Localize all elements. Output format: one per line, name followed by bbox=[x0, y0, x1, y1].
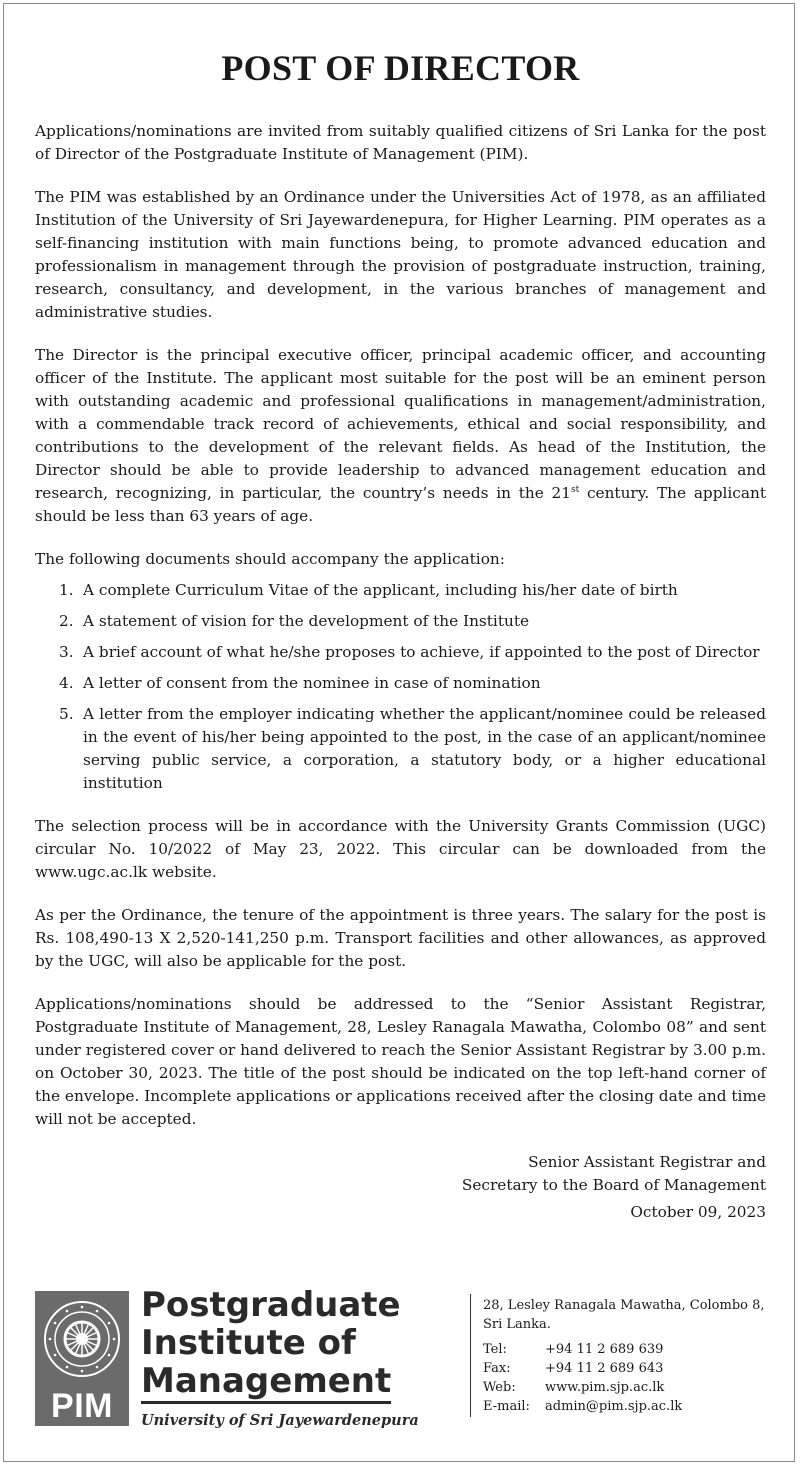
logo-abbreviation: PIM bbox=[51, 1387, 113, 1425]
list-item-number: 5. bbox=[59, 705, 74, 723]
advertisement-body bbox=[35, 120, 766, 1131]
contact-tel bbox=[483, 1340, 765, 1359]
list-item-text: A letter from the employer indicating whether the applicant/nominee could be released in the event of his/her being appointed to the post, in the case of an applicant/nominee serving public service, a corporation, a statutory body, or a higher educational institution bbox=[83, 705, 766, 792]
contact-value: +94 11 2 689 639 bbox=[545, 1342, 664, 1357]
institute-name bbox=[141, 1286, 441, 1404]
contact-fax bbox=[483, 1359, 765, 1378]
footer-divider bbox=[470, 1294, 471, 1417]
list-item bbox=[35, 641, 766, 664]
contact-value: +94 11 2 689 643 bbox=[545, 1361, 664, 1376]
list-item-number: 2. bbox=[59, 612, 74, 630]
contact-email bbox=[483, 1397, 765, 1416]
contact-value: admin@pim.sjp.ac.lk bbox=[545, 1399, 683, 1414]
address-line: Sri Lanka. bbox=[483, 1317, 551, 1332]
list-item bbox=[35, 579, 766, 602]
documents-list bbox=[35, 579, 766, 795]
list-item bbox=[35, 610, 766, 633]
university-seal-icon bbox=[42, 1299, 122, 1379]
director-role-paragraph bbox=[35, 344, 766, 528]
documents-intro: The following documents should accompany the application: bbox=[35, 550, 505, 568]
address-line: 28, Lesley Ranagala Mawatha, Colombo 8, bbox=[483, 1298, 765, 1313]
notice-date: October 09, 2023 bbox=[630, 1203, 766, 1221]
list-item-number: 1. bbox=[59, 581, 74, 599]
university-name: University of Sri Jayewardenepura bbox=[141, 1412, 419, 1429]
selection-process-paragraph: The selection process will be in accordance with the University Grants Commission (UGC) circular No. 10/2022 of May 23, 2022. This circular can be downloaded from the www.ugc.ac.lk website. bbox=[35, 817, 766, 881]
list-item bbox=[35, 672, 766, 695]
tenure-salary-paragraph: As per the Ordinance, the tenure of the appointment is three years. The salary for the post is Rs. 108,490-13 X 2,520-141,250 p.m. Transport facilities and other allowances, as approved by the UGC, will also be applicable for the post. bbox=[35, 906, 766, 970]
contact-label: E-mail: bbox=[483, 1399, 530, 1414]
intro-paragraph: Applications/nominations are invited from suitably qualified citizens of Sri Lanka for the post of Director of the Postgraduate Institute of Management (PIM). bbox=[35, 122, 766, 163]
submission-paragraph: Applications/nominations should be addressed to the “Senior Assistant Registrar, Postgraduate Institute of Management, 28, Lesley Ranagala Mawatha, Colombo 08” and sent under registered cover or hand delivered to reach the Senior Assistant Registrar by 3.00 p.m. on October 30, 2023. The title of the post should be indicated on the top left-hand corner of the envelope. Incomplete applications or applications received after the closing date and time will not be accepted. bbox=[35, 995, 766, 1128]
institute-name-line: Postgraduate bbox=[141, 1285, 401, 1325]
signatory-role: Secretary to the Board of Management bbox=[461, 1176, 766, 1194]
contact-value: www.pim.sjp.ac.lk bbox=[545, 1380, 665, 1395]
list-item-text: A complete Curriculum Vitae of the applicant, including his/her date of birth bbox=[83, 581, 678, 599]
institute-name-line: Institute of bbox=[141, 1323, 356, 1363]
director-role-text: The Director is the principal executive officer, principal academic officer, and accounting officer of the Institute. The applicant most suitable for the post will be an eminent person with outstanding academic and professional qualifications in management/administration, with a commendable track record of achievements, ethical and social responsibility, and contributions to the development of the relevant fields. As head of the Institution, the Director should be able to provide leadership to advanced management education and research, recognizing, in particular, the country’s needs in the 21 bbox=[35, 346, 766, 502]
signature-block bbox=[35, 1151, 766, 1224]
list-item-number: 3. bbox=[59, 643, 74, 661]
address bbox=[483, 1296, 765, 1334]
list-item-text: A letter of consent from the nominee in case of nomination bbox=[83, 674, 541, 692]
advertisement bbox=[35, 44, 766, 1224]
contact-web bbox=[483, 1378, 765, 1397]
logo bbox=[35, 1291, 129, 1426]
page-title: POST OF DIRECTOR bbox=[221, 48, 580, 88]
contact-label: Fax: bbox=[483, 1361, 511, 1376]
list-item-number: 4. bbox=[59, 674, 74, 692]
about-pim-paragraph: The PIM was established by an Ordinance under the Universities Act of 1978, as an affiliated Institution of the University of Sri Jayewardenepura, for Higher Learning. PIM operates as a self-financing institution with main functions being, to promote advanced education and professionalism in management through the provision of postgraduate instruction, training, research, consultancy, and development, in the various branches of management and administrative studies. bbox=[35, 188, 766, 321]
director-role-text-end: century. The applicant should be less than 63 years of age. bbox=[35, 484, 766, 525]
footer bbox=[35, 1286, 766, 1446]
list-item-text: A brief account of what he/she proposes to achieve, if appointed to the post of Director bbox=[83, 643, 760, 661]
institute-name-line: Management bbox=[141, 1362, 391, 1404]
contact-label: Tel: bbox=[483, 1342, 507, 1357]
list-item-text: A statement of vision for the development of the Institute bbox=[83, 612, 530, 630]
ordinal-suffix: st bbox=[570, 484, 580, 495]
list-item bbox=[35, 703, 766, 795]
contact-label: Web: bbox=[483, 1380, 516, 1395]
signatory-title: Senior Assistant Registrar and bbox=[528, 1153, 766, 1171]
contact-block bbox=[483, 1296, 765, 1416]
